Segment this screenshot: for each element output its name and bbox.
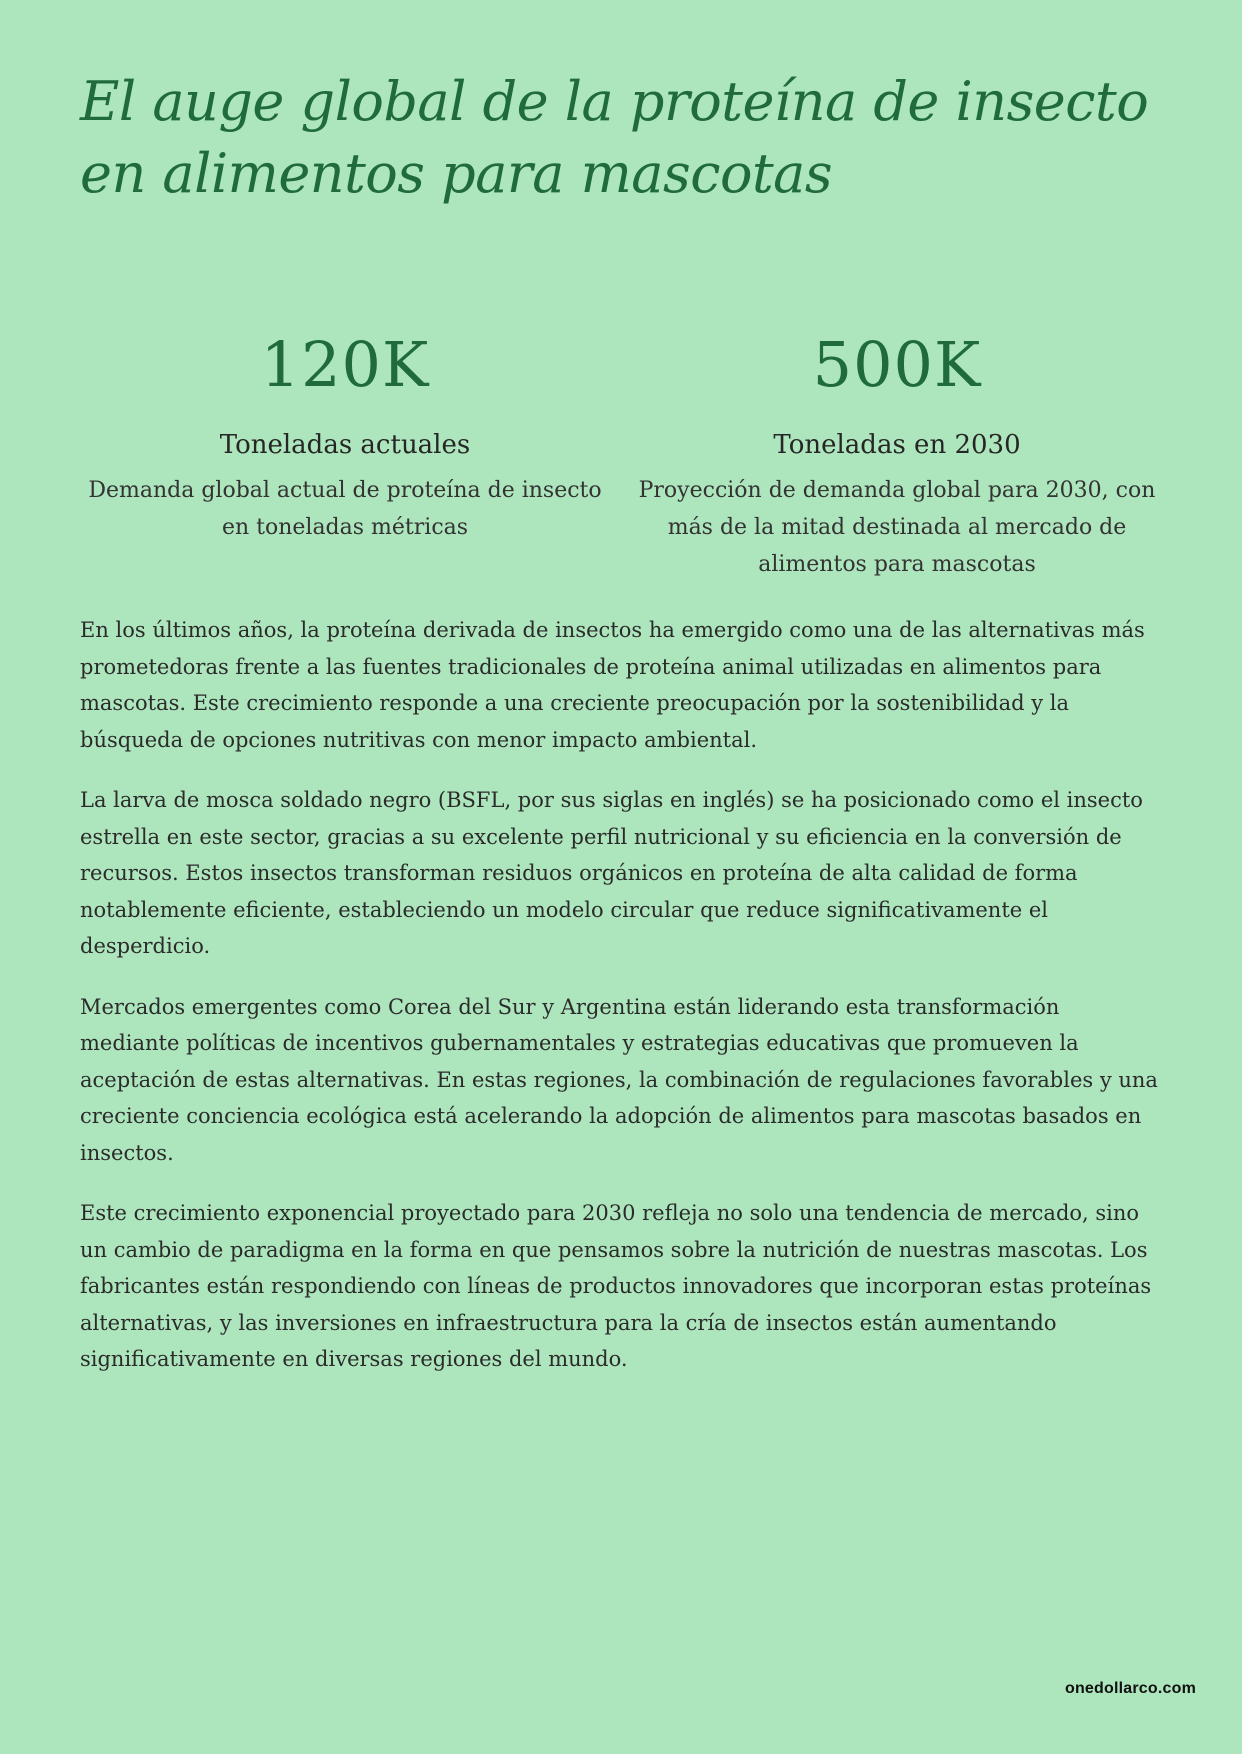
stat-description: Demanda global actual de proteína de insecto en toneladas métricas (88, 478, 602, 540)
stat-label: Toneladas en 2030 (773, 430, 1021, 460)
body-paragraph: La larva de mosca soldado negro (BSFL, por sus siglas en inglés) se ha posicionado como el insecto estrella en este sector, gracias a su excelente perfil nutricional y su eficiencia en la conversión de recursos. Estos insectos transforman residuos orgánicos en proteína de alta calidad de forma notablemente eficiente, estableciendo un modelo circular que reduce significativamente el desperdicio. (80, 788, 1143, 958)
stat-label: Toneladas actuales (219, 430, 471, 460)
stat-value: 120K (260, 328, 430, 401)
page-title: El auge global de la proteína de insecto en alimentos para mascotas (80, 70, 1149, 205)
body-paragraph: Este crecimiento exponencial proyectado para 2030 refleja no solo una tendencia de mercado, sino un cambio de paradigma en la forma en que pensamos sobre la nutrición de nuestras mascotas. Los fabricantes están respondiendo con líneas de productos innovadores que incorporan estas proteínas alternativas, y las inversiones en infraestructura para la cría de insectos están aumentando significativamente en diversas regiones del mundo. (80, 1201, 1152, 1371)
stat-description: Proyección de demanda global para 2030, con más de la mitad destinada al mercado de alimentos para mascotas (638, 478, 1156, 577)
stat-2030-tonnage (632, 320, 1162, 583)
body-paragraph: Mercados emergentes como Corea del Sur y Argentina están liderando esta transformación mediante políticas de incentivos gubernamentales y estrategias educativas que promueven la aceptación de estas alternativas. En estas regiones, la combinación de regulaciones favorables y una creciente conciencia ecológica está acelerando la adopción de alimentos para mascotas basados en insectos. (80, 994, 1158, 1165)
footer-brand: onedollarco.com (1064, 1680, 1196, 1697)
stat-current-tonnage (80, 320, 610, 583)
stat-value: 500K (812, 328, 982, 401)
stats-section (80, 320, 1162, 583)
article-body (80, 612, 1165, 1402)
body-paragraph: En los últimos años, la proteína derivada de insectos ha emergido como una de las alternativas más prometedoras frente a las fuentes tradicionales de proteína animal utilizadas en alimentos para mascotas. Este crecimiento responde a una creciente preocupación por la sostenibilidad y la búsqueda de opciones nutritivas con menor impacto ambiental. (80, 618, 1145, 752)
